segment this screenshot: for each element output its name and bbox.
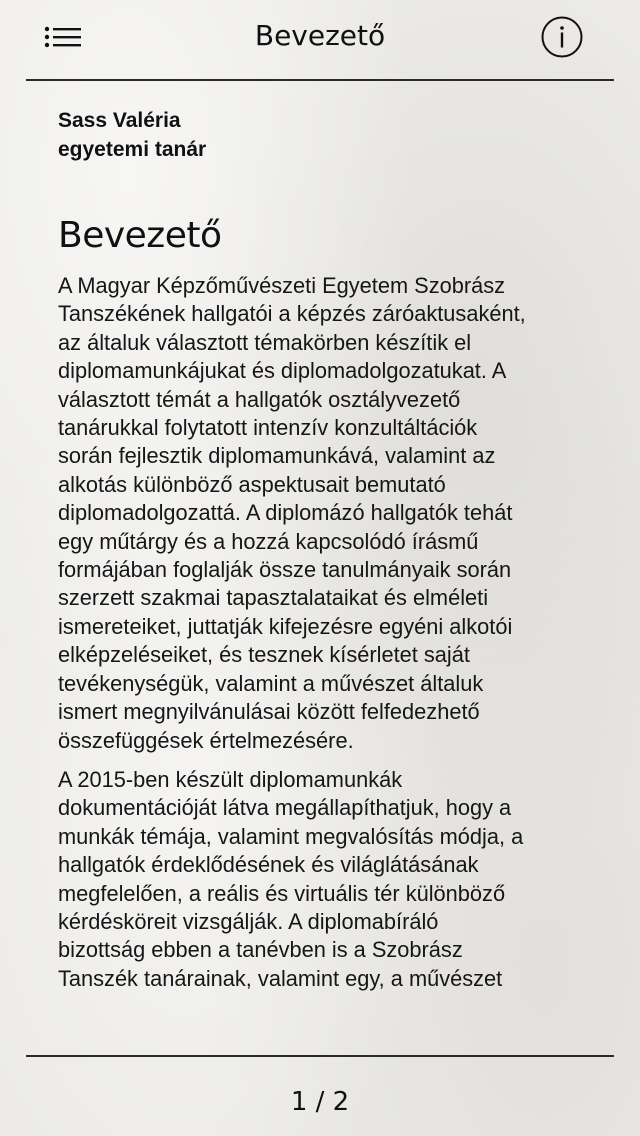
menu-button[interactable] xyxy=(36,18,88,58)
paragraph: A Magyar Képzőművészeti Egyetem Szobrász Tanszékének hallgatói a képzés záróaktusaként, az általuk választott témakörben készítik el diplomamunkájukat és diplomadolgozatukat. A választott témát a hallgatók osztályvezető tanárukkal folytatott intenzív konzultáltációk során fejlesztik diplomamunkává, valamint az alkotás különböző aspektusait bemutató diplomadolgozattá. A diplomázó hallgatók tehát egy műtárgy és a hozzá kapcsolódó írásmű formájában foglalják össze tanulmányaik során szerzett szakmai tapasztalataikat és elméleti ismereteiket, juttatják kifejezésre egyéni alkotói elképzeléseiket, és tesznek kísérletet saját tevékenységük, valamint a művészet általuk ismert megnyilvánulásai között felfedezhető összefüggések értelmezésére. xyxy=(58,273,526,753)
article-content[interactable] xyxy=(58,104,598,1004)
section-title: Bevezető xyxy=(58,215,222,256)
hamburger-menu-icon xyxy=(36,18,88,58)
info-circle-icon xyxy=(540,15,584,59)
footer-divider xyxy=(26,1055,614,1057)
top-bar xyxy=(0,0,640,80)
header-divider xyxy=(26,79,614,81)
page-indicator: 1 / 2 xyxy=(290,1087,350,1117)
page-title: Bevezető xyxy=(254,19,386,52)
paragraph: A 2015-ben készült diplomamunkák dokumentációját látva megállapíthatjuk, hogy a munkák témája, valamint megvalósítás módja, a hallgatók érdeklődésének és világlátásának megfelelően, a reális és virtuális tér különböző kérdésköreit vizsgálják. A diplomabíráló bizottság ebben a tanévben is a Szobrász Tanszék tanárainak, valamint egy, a művészet xyxy=(58,766,524,991)
author-role: egyetemi tanár xyxy=(58,138,207,161)
author-name: Sass Valéria xyxy=(58,109,181,132)
info-button[interactable] xyxy=(540,15,584,59)
